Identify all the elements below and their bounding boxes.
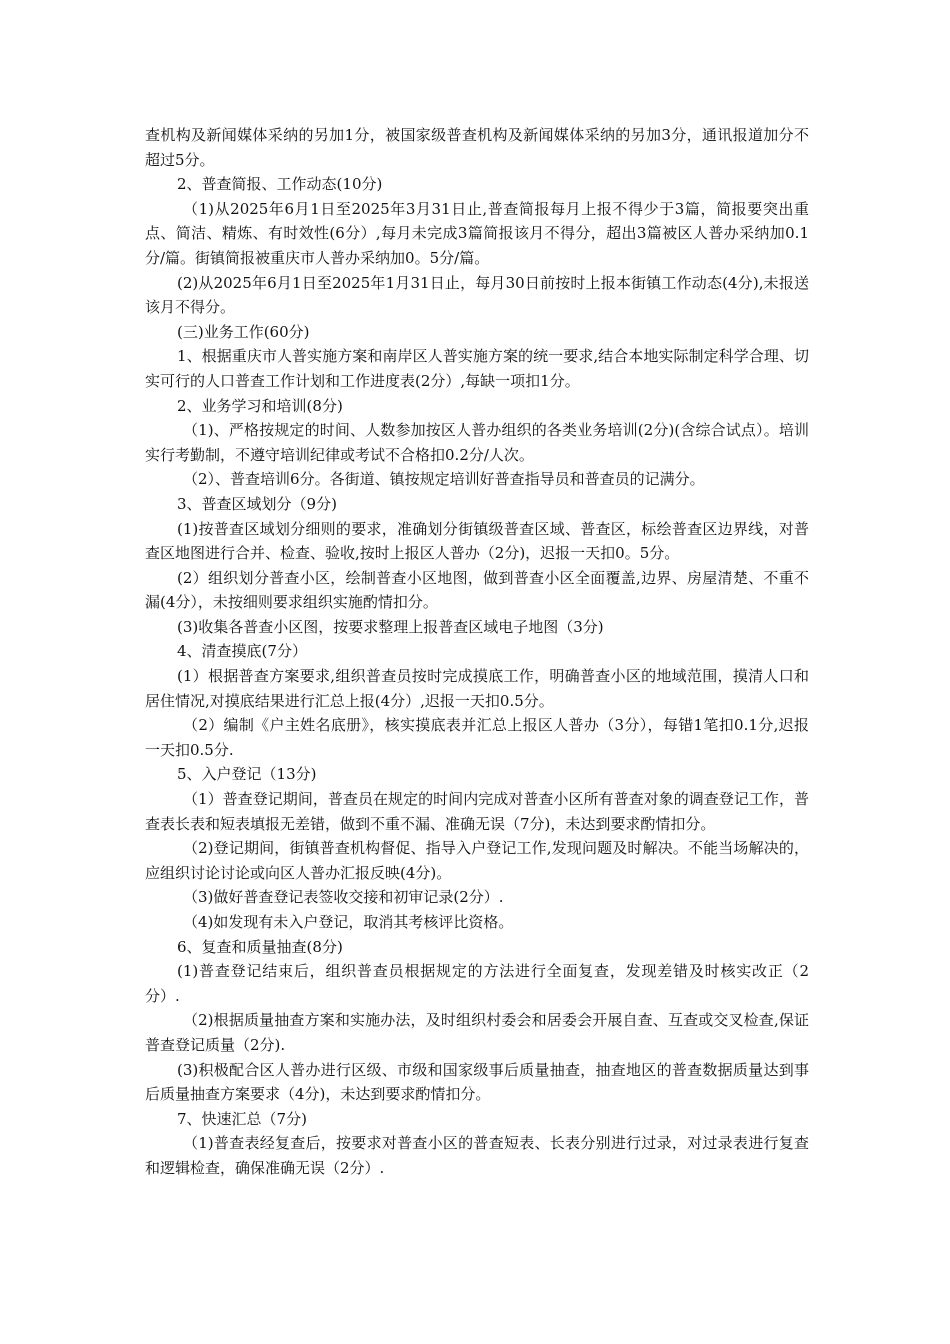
paragraph: （4)如发现有未入户登记，取消其考核评比资格。 bbox=[183, 913, 514, 931]
section-heading: (三)业务工作(60分) bbox=[177, 322, 310, 341]
document-body bbox=[145, 123, 809, 1181]
paragraph: (1）根据普查方案要求,组织普查员按时完成摸底工作，明确普查小区的地域范围，摸清人口和居住情况,对摸底结果进行汇总上报(4分）,迟报一天扣0.5分。 bbox=[145, 667, 809, 710]
paragraph: (1)普查登记结束后，组织普查员根据规定的方法进行全面复查，发现差错及时核实改正（2分）. bbox=[145, 962, 809, 1005]
section-heading: 2、业务学习和培训(8分) bbox=[177, 396, 343, 415]
section-heading: 6、复查和质量抽查(8分) bbox=[177, 937, 343, 956]
paragraph: （1)、严格按规定的时间、人数参加按区人普办组织的各类业务培训(2分)(含综合试点）。培训实行考勤制，不遵守培训纪律或考试不合格扣0.2分/人次。 bbox=[145, 421, 809, 464]
paragraph: (2）组织划分普查小区，绘制普查小区地图，做到普查小区全面覆盖,边界、房屋清楚、不重不漏(4分），未按细则要求组织实施酌情扣分。 bbox=[145, 568, 809, 612]
section-heading: 2、普查简报、工作动态(10分) bbox=[177, 175, 383, 194]
paragraph: （3)做好普查登记表签收交接和初审记录(2分）. bbox=[183, 888, 504, 907]
paragraph: (2)从2025年6月1日至2025年1月31日止，每月30日前按时上报本街镇工作动态(4分),未报送该月不得分。 bbox=[145, 273, 809, 317]
paragraph: 1、根据重庆市人普实施方案和南岸区人普实施方案的统一要求,结合本地实际制定科学合理、切实可行的人口普查工作计划和工作进度表(2分）,每缺一项扣1分。 bbox=[145, 347, 809, 390]
paragraph: （1)从2025年6月1日至2025年3月31日止,普查简报每月上报不得少于3篇，简报要突出重点、简洁、精炼、有时效性(6分）,每月未完成3篇简报该月不得分，超出3篇被区人普办采纳加0.1分/篇。街镇简报被重庆市人普办采纳加0。5分/篇。 bbox=[145, 199, 809, 267]
section-heading: 5、入户登记（13分) bbox=[177, 765, 317, 784]
paragraph: (3)积极配合区人普办进行区级、市级和国家级事后质量抽查，抽查地区的普查数据质量达到事后质量抽查方案要求（4分)，未达到要求酌情扣分。 bbox=[145, 1060, 809, 1104]
section-heading: 7、快速汇总（7分) bbox=[177, 1109, 307, 1128]
paragraph: 查机构及新闻媒体采纳的另加1分，被国家级普查机构及新闻媒体采纳的另加3分，通讯报道加分不超过5分。 bbox=[145, 126, 809, 169]
paragraph: （2)登记期间，街镇普查机构督促、指导入户登记工作,发现问题及时解决。不能当场解决的，应组织讨论讨论或向区人普办汇报反映(4分)。 bbox=[145, 839, 809, 882]
paragraph: （1）普查登记期间，普查员在规定的时间内完成对普查小区所有普查对象的调查登记工作，普查表长表和短表填报无差错，做到不重不漏、准确无误（7分)，未达到要求酌情扣分。 bbox=[145, 790, 809, 833]
paragraph: （2)根据质量抽查方案和实施办法，及时组织村委会和居委会开展自查、互查或交叉检查,保证普查登记质量（2分). bbox=[145, 1011, 809, 1054]
paragraph: (1)按普查区域划分细则的要求，准确划分街镇级普查区域、普查区，标绘普查区边界线，对普查区地图进行合并、检查、验收,按时上报区人普办（2分)，迟报一天扣0。5分。 bbox=[145, 519, 809, 563]
paragraph: （2）编制《户主姓名底册》，核实摸底表并汇总上报区人普办（3分），每错1笔扣0.1分,迟报一天扣0.5分. bbox=[145, 716, 809, 759]
section-heading: 3、普查区域划分（9分) bbox=[177, 494, 337, 513]
section-heading: 4、清查摸底(7分） bbox=[177, 642, 307, 661]
paragraph: （2）、普查培训6分。各街道、镇按规定培训好普查指导员和普查员的记满分。 bbox=[183, 470, 705, 489]
paragraph: (3)收集各普查小区图，按要求整理上报普查区域电子地图（3分) bbox=[177, 617, 604, 636]
paragraph: （1)普查表经复查后，按要求对普查小区的普查短表、长表分别进行过录，对过录表进行复查和逻辑检查，确保准确无误（2分）. bbox=[145, 1134, 809, 1177]
